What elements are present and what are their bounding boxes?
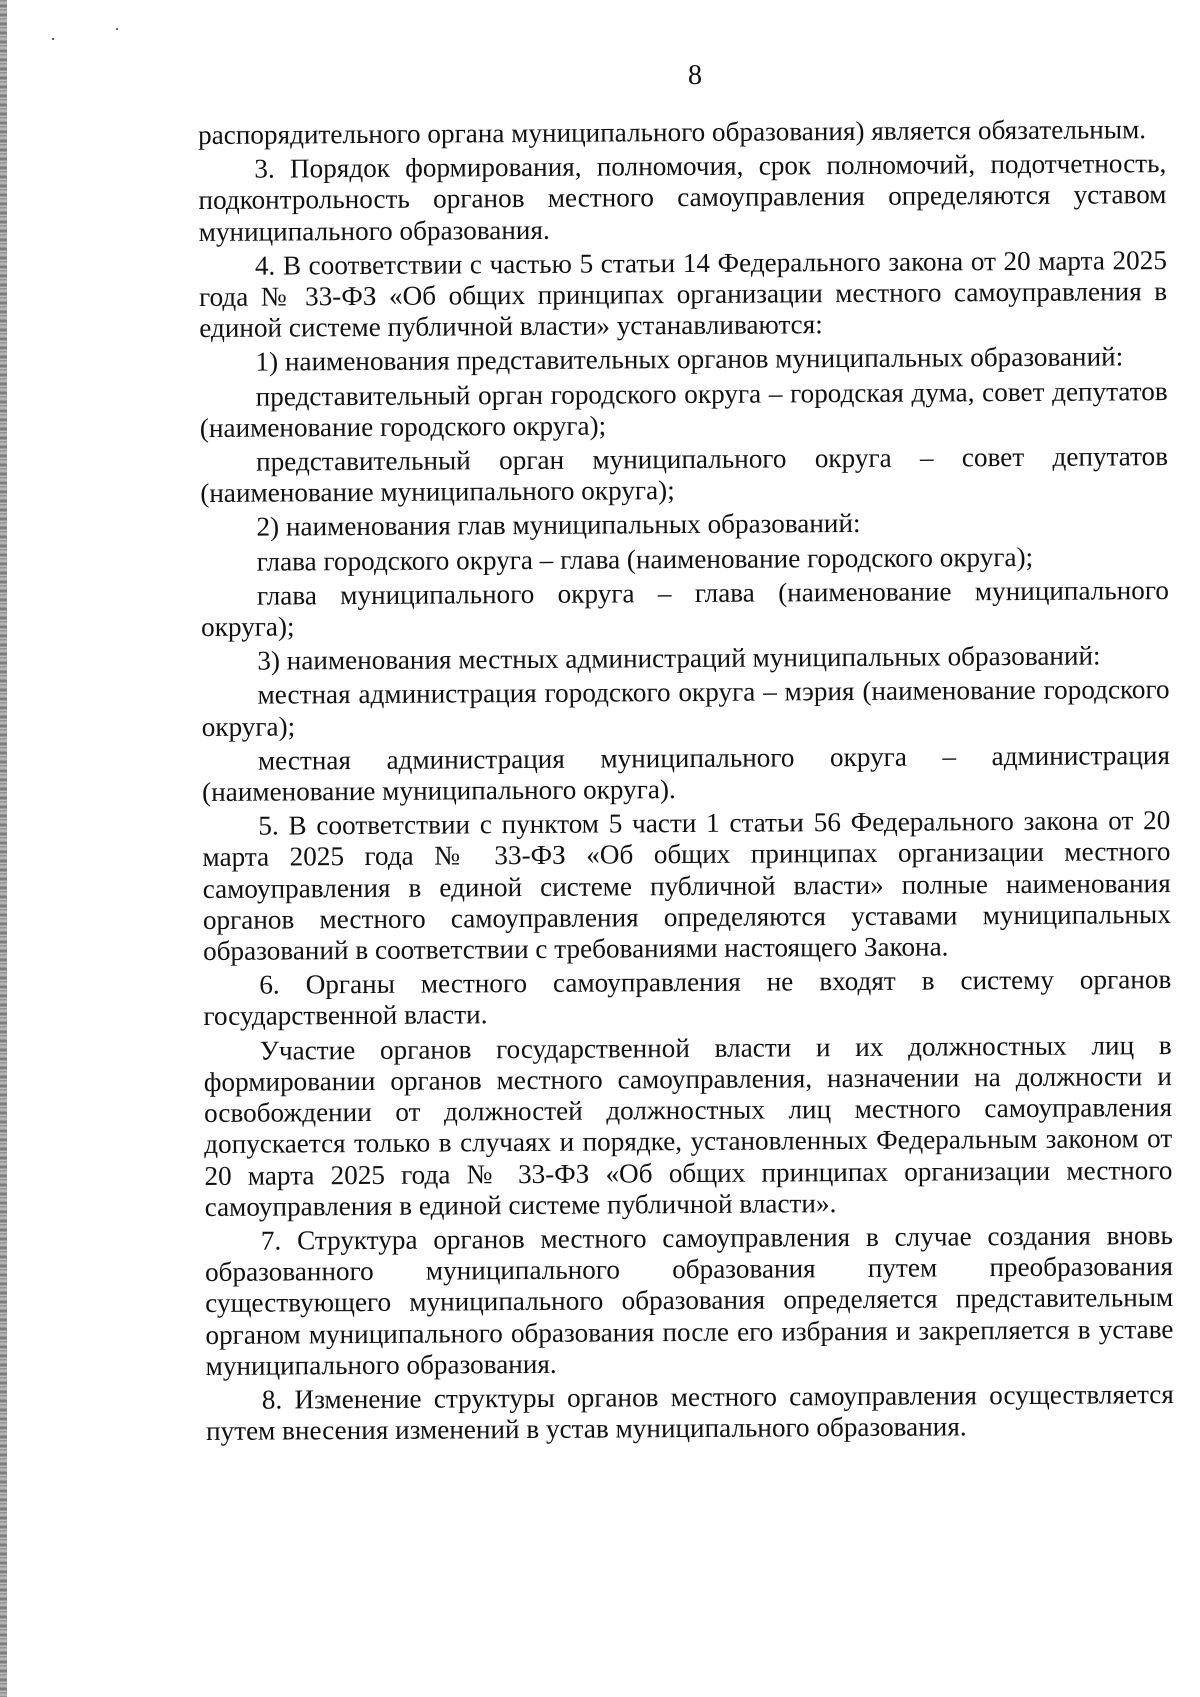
paragraph: представительный орган муниципального округа – совет депутатов (наименование муниципального округа); — [200, 441, 1169, 509]
paragraph: 5. В соответствии с пунктом 5 части 1 статьи 56 Федерального закона от 20 марта 2025 года № 33-ФЗ «Об общих принципах организации местного самоуправления в единой системе публичной власти» полные наименования органов местного самоуправления определяются уставами муниципальных образований в соответствии с требованиями настоящего Закона. — [202, 805, 1171, 967]
paragraph: представительный орган городского округа – городская дума, совет депутатов (наименование городского округа); — [199, 375, 1168, 443]
paragraph: Участие органов государственной власти и их должностных лиц в формировании органов местного самоуправления, назначении на должности и освобождении от должностей должностных лиц местного самоуправления допускается только в случаях и порядке, установленных Федеральным законом от 20 марта 2025 года № 33-ФЗ «Об общих принципах организации местного самоуправления в единой системе публичной власти». — [203, 1029, 1173, 1222]
paragraph: 4. В соответствии с частью 5 статьи 14 Федерального закона от 20 марта 2025 года № 33-ФЗ «Об общих принципах организации местного самоуправления в единой системе публичной власти» устанавливаются: — [198, 244, 1168, 344]
paragraph: глава городского округа – глава (наименование городского округа); — [256, 541, 1034, 577]
scan-edge-shadow — [0, 0, 7, 1697]
paragraph: 1) наименования представительных органов муниципальных образований: — [255, 341, 1124, 378]
paragraph: 2) наименования глав муниципальных образований: — [256, 508, 861, 543]
scan-speck — [52, 38, 54, 40]
paragraph: 3. Порядок формирования, полномочия, срок полномочий, подотчетность, подконтрольность органов местного самоуправления определяются уставом муниципального образования. — [198, 148, 1167, 247]
paragraph: 8. Изменение структуры органов местного самоуправления осуществляется путем внесения изменений в устав муниципального образования. — [205, 1378, 1174, 1447]
paragraph: распорядительного органа муниципального образования) является обязательным. — [198, 114, 1147, 150]
document-body — [198, 114, 1174, 1450]
paragraph: местная администрация муниципального округа – администрация (наименование муниципального округа). — [202, 739, 1170, 808]
paragraph: 7. Структура органов местного самоуправления в случае создания вновь образованного муниципального образования путем преобразования существующего муниципального образования определяется представительным органом муниципального образования после его избрания и закрепляется в уставе муниципального образования. — [204, 1219, 1174, 1381]
paragraph: 3) наименования местных администраций муниципальных образований: — [257, 640, 1101, 676]
page-number: 8 — [688, 60, 702, 91]
scan-speck — [116, 28, 118, 30]
paragraph: глава муниципального округа – глава (наименование муниципального округа); — [201, 574, 1169, 643]
paragraph: 6. Органы местного самоуправления не входят в систему органов государственной власти. — [203, 964, 1172, 1032]
paragraph: местная администрация городского округа – мэрия (наименование городского округа); — [201, 674, 1170, 742]
